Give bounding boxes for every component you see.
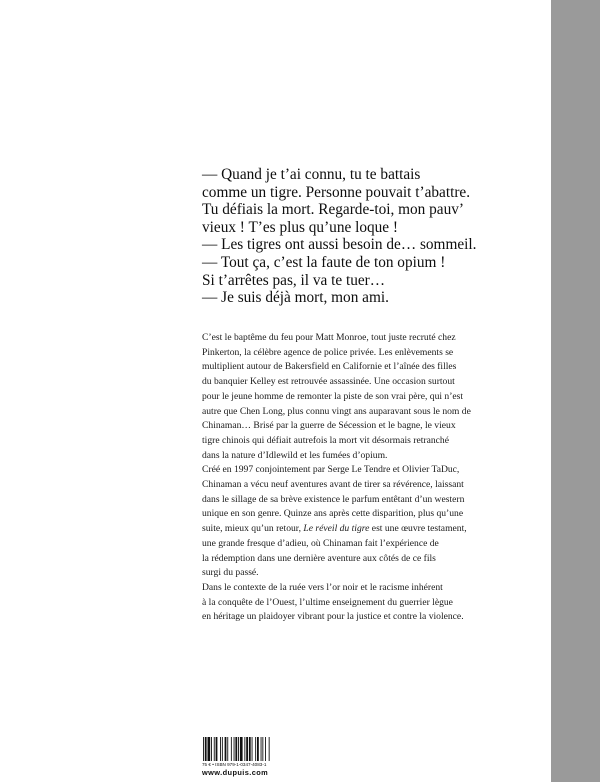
barcode-bar: [205, 737, 207, 761]
barcode-bar: [222, 737, 223, 761]
synopsis-text: est une œuvre testament,: [369, 523, 467, 535]
barcode-bar: [262, 737, 263, 761]
quote-line: — Les tigres ont aussi besoin de… sommeil.: [202, 236, 477, 254]
synopsis-line: en héritage un plaidoyer vibrant pour la justice et contre la violence.: [202, 611, 464, 623]
album-title: Le réveil du tigre: [303, 523, 370, 535]
barcode-bar: [214, 737, 215, 761]
synopsis-line: C’est le baptême du feu pour Matt Monroe, tout juste recruté chez: [202, 332, 456, 343]
barcode-bar: [261, 737, 262, 761]
barcode-bar: [246, 737, 248, 761]
synopsis-line: à la conquête de l’Ouest, l’ultime enseignement du guerrier lègue: [202, 596, 453, 608]
synopsis-line: unique en son genre. Quinze ans après cette disparition, plus qu’une: [202, 508, 464, 520]
barcode-bar: [203, 737, 204, 761]
synopsis-line: Chinaman… Brisé par la guerre de Sécession et le bagne, le vieux: [202, 420, 456, 432]
barcode-bar: [208, 737, 211, 761]
barcode-bar: [240, 737, 243, 761]
quote-line: Si t’arrêtes pas, il va te tuer…: [202, 271, 386, 289]
quote-line: Tu défiais la mort. Regarde-toi, mon pauv’: [202, 201, 464, 219]
barcode-bar: [234, 737, 235, 761]
barcode-bar: [225, 737, 227, 761]
barcode-bar: [252, 737, 253, 761]
synopsis-line: Pinkerton, la célèbre agence de police privée. Les enlèvements se: [202, 346, 454, 358]
synopsis-line: dans le sillage de sa brève existence le parfum entêtant d’un western: [202, 493, 465, 505]
barcode-bar: [269, 737, 270, 761]
synopsis-line: tigre chinois qui défiait autrefois la mort vit désormais retranché: [202, 434, 449, 446]
barcode-bar: [220, 737, 221, 761]
synopsis-line: Chinaman a vécu neuf aventures avant de tirer sa révérence, laissant: [202, 479, 464, 491]
barcode-bar: [255, 737, 256, 761]
synopsis-line: dans la nature d’Idlewild et les fumées d’opium.: [202, 449, 388, 461]
barcode-bar: [244, 737, 245, 761]
barcode-bar: [227, 737, 228, 761]
synopsis-line: la rédemption dans une dernière aventure aux côtés de ce fils: [202, 552, 436, 564]
quote-line: comme un tigre. Personne pouvait t’abattre.: [202, 183, 471, 201]
synopsis-line: une grande fresque d’adieu, où Chinaman fait l’expérience de: [202, 537, 439, 549]
barcode-bar: [265, 737, 266, 761]
synopsis-line: du banquier Kelley est retrouvée assassinée. Une occasion surtout: [202, 376, 455, 388]
barcode-bar: [216, 737, 218, 761]
synopsis-line: Dans le contexte de la ruée vers l’or noir et le racisme inhérent: [202, 581, 443, 593]
barcode-bar: [235, 737, 237, 761]
quote-line: — Quand je t’ai connu, tu te battais: [202, 166, 421, 183]
publisher-website: www.dupuis.com: [202, 768, 269, 777]
barcode-bar: [249, 737, 251, 761]
quote-line: — Tout ça, c’est la faute de ton opium !: [202, 253, 446, 271]
synopsis-line: autre que Chen Long, plus connu vingt ans auparavant sous le nom de: [202, 405, 471, 417]
barcode-bar: [211, 737, 212, 761]
barcode-bar: [231, 737, 232, 761]
quote-line: — Je suis déjà mort, mon ami.: [202, 289, 389, 307]
isbn-text: 75 € • ISBN 979-1-0347-4083-1: [202, 762, 267, 767]
barcode-bar: [238, 737, 239, 761]
barcode-icon: [202, 737, 312, 761]
quote-line: vieux ! T’es plus qu’une loque !: [202, 218, 398, 236]
synopsis-text: suite, mieux qu’un retour,: [202, 523, 304, 535]
synopsis-line: pour le jeune homme de remonter la piste de son vrai père, qui n’est: [202, 390, 464, 402]
barcode-block: [202, 737, 312, 777]
synopsis-line-with-title: [202, 522, 532, 537]
synopsis-line: multiplient autour de Bakersfield en Californie et l’aînée des filles: [202, 361, 457, 373]
synopsis: [202, 331, 532, 625]
synopsis-line: Créé en 1997 conjointement par Serge Le Tendre et Olivier TaDuc,: [202, 464, 460, 476]
back-cover-quote: [202, 166, 532, 307]
side-band: [551, 0, 600, 782]
barcode-bar: [257, 737, 259, 761]
synopsis-line: surgi du passé.: [202, 567, 259, 579]
